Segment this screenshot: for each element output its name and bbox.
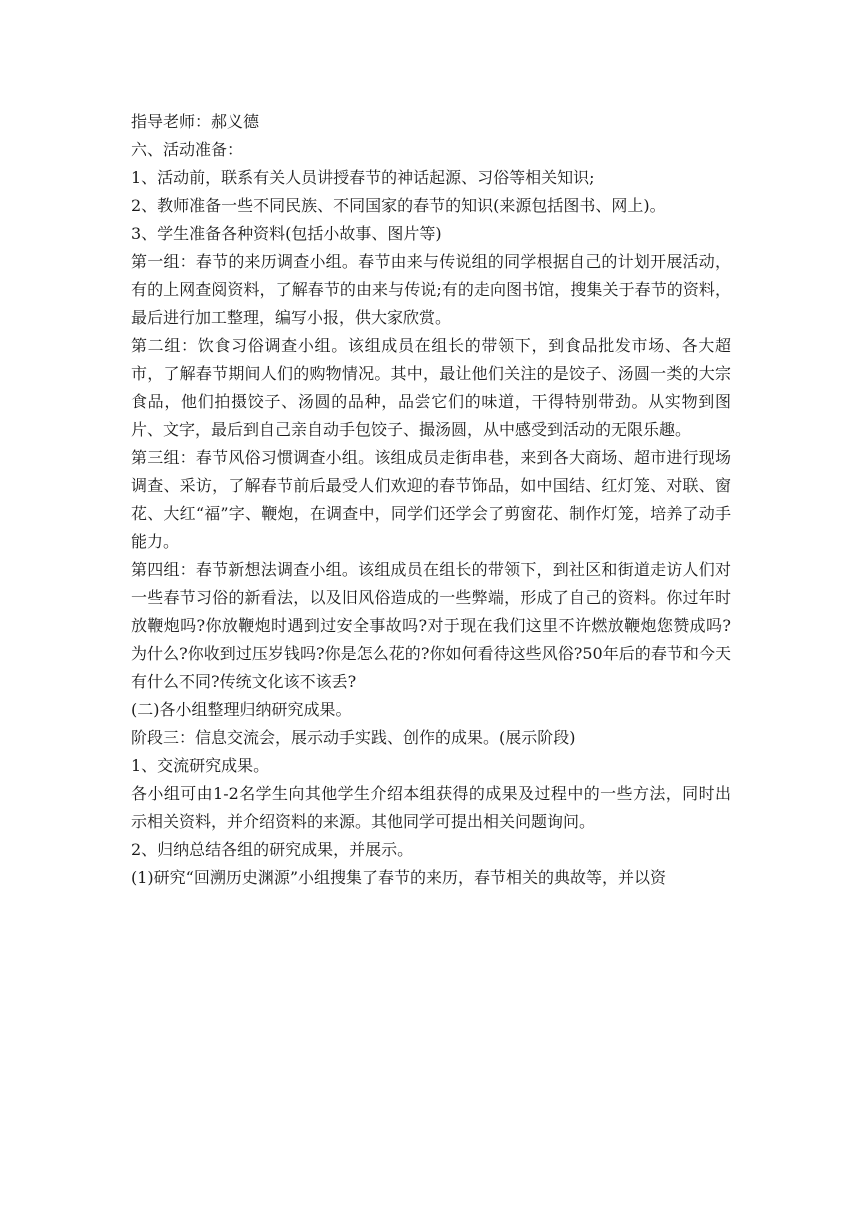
document-body	[131, 108, 731, 892]
preparation-item-3: 3、学生准备各种资料(包括小故事、图片等)	[131, 224, 442, 243]
stage-3-heading: 阶段三：信息交流会，展示动手实践、创作的成果。(展示阶段)	[131, 728, 576, 747]
group-4-paragraph: 第四组：春节新想法调查小组。该组成员在组长的带领下，到社区和街道走访人们对一些春节习俗的新看法，以及旧风俗造成的一些弊端，形成了自己的资料。你过年时放鞭炮吗?你放鞭炮时遇到过安全事故吗?对于现在我们这里不许燃放鞭炮您赞成吗?为什么?你收到过压岁钱吗?你是怎么花的?你如何看待这些风俗?50年后的春节和今天有什么不同?传统文化该不该丢?	[131, 560, 731, 691]
group-3-paragraph: 第三组：春节风俗习惯调查小组。该组成员走街串巷，来到各大商场、超市进行现场调查、采访，了解春节前后最受人们欢迎的春节饰品，如中国结、红灯笼、对联、窗花、大红“福”字、鞭炮，在调查中，同学们还学会了剪窗花、制作灯笼，培养了动手能力。	[131, 448, 731, 551]
summarize-results-item: 2、归纳总结各组的研究成果，并展示。	[131, 840, 414, 859]
group-1-paragraph: 第一组：春节的来历调查小组。春节由来与传说组的同学根据自己的计划开展活动，有的上网查阅资料，了解春节的由来与传说;有的走向图书馆，搜集关于春节的资料，最后进行加工整理，编写小报，供大家欣赏。	[131, 252, 731, 327]
preparation-item-2: 2、教师准备一些不同民族、不同国家的春节的知识(来源包括图书、网上)。	[131, 196, 666, 215]
summary-step-heading: (二)各小组整理归纳研究成果。	[131, 700, 352, 719]
exchange-results-item: 1、交流研究成果。	[131, 756, 270, 775]
history-group-paragraph: (1)研究“回溯历史渊源”小组搜集了春节的来历，春节相关的典故等，并以资	[131, 868, 667, 887]
group-2-paragraph: 第二组：饮食习俗调查小组。该组成员在组长的带领下，到食品批发市场、各大超市，了解春节期间人们的购物情况。其中，最让他们关注的是饺子、汤圆一类的大宗食品，他们拍摄饺子、汤圆的品种，品尝它们的味道，干得特别带劲。从实物到图片、文字，最后到自己亲自动手包饺子、撮汤圆，从中感受到活动的无限乐趣。	[131, 336, 731, 439]
preparation-item-1: 1、活动前，联系有关人员讲授春节的神话起源、习俗等相关知识;	[131, 168, 595, 187]
section-heading-preparation: 六、活动准备：	[131, 140, 244, 159]
exchange-results-paragraph: 各小组可由1-2名学生向其他学生介绍本组获得的成果及过程中的一些方法，同时出示相关资料，并介绍资料的来源。其他同学可提出相关问题询问。	[131, 784, 731, 831]
instructor-line: 指导老师：郝义德	[131, 112, 260, 131]
